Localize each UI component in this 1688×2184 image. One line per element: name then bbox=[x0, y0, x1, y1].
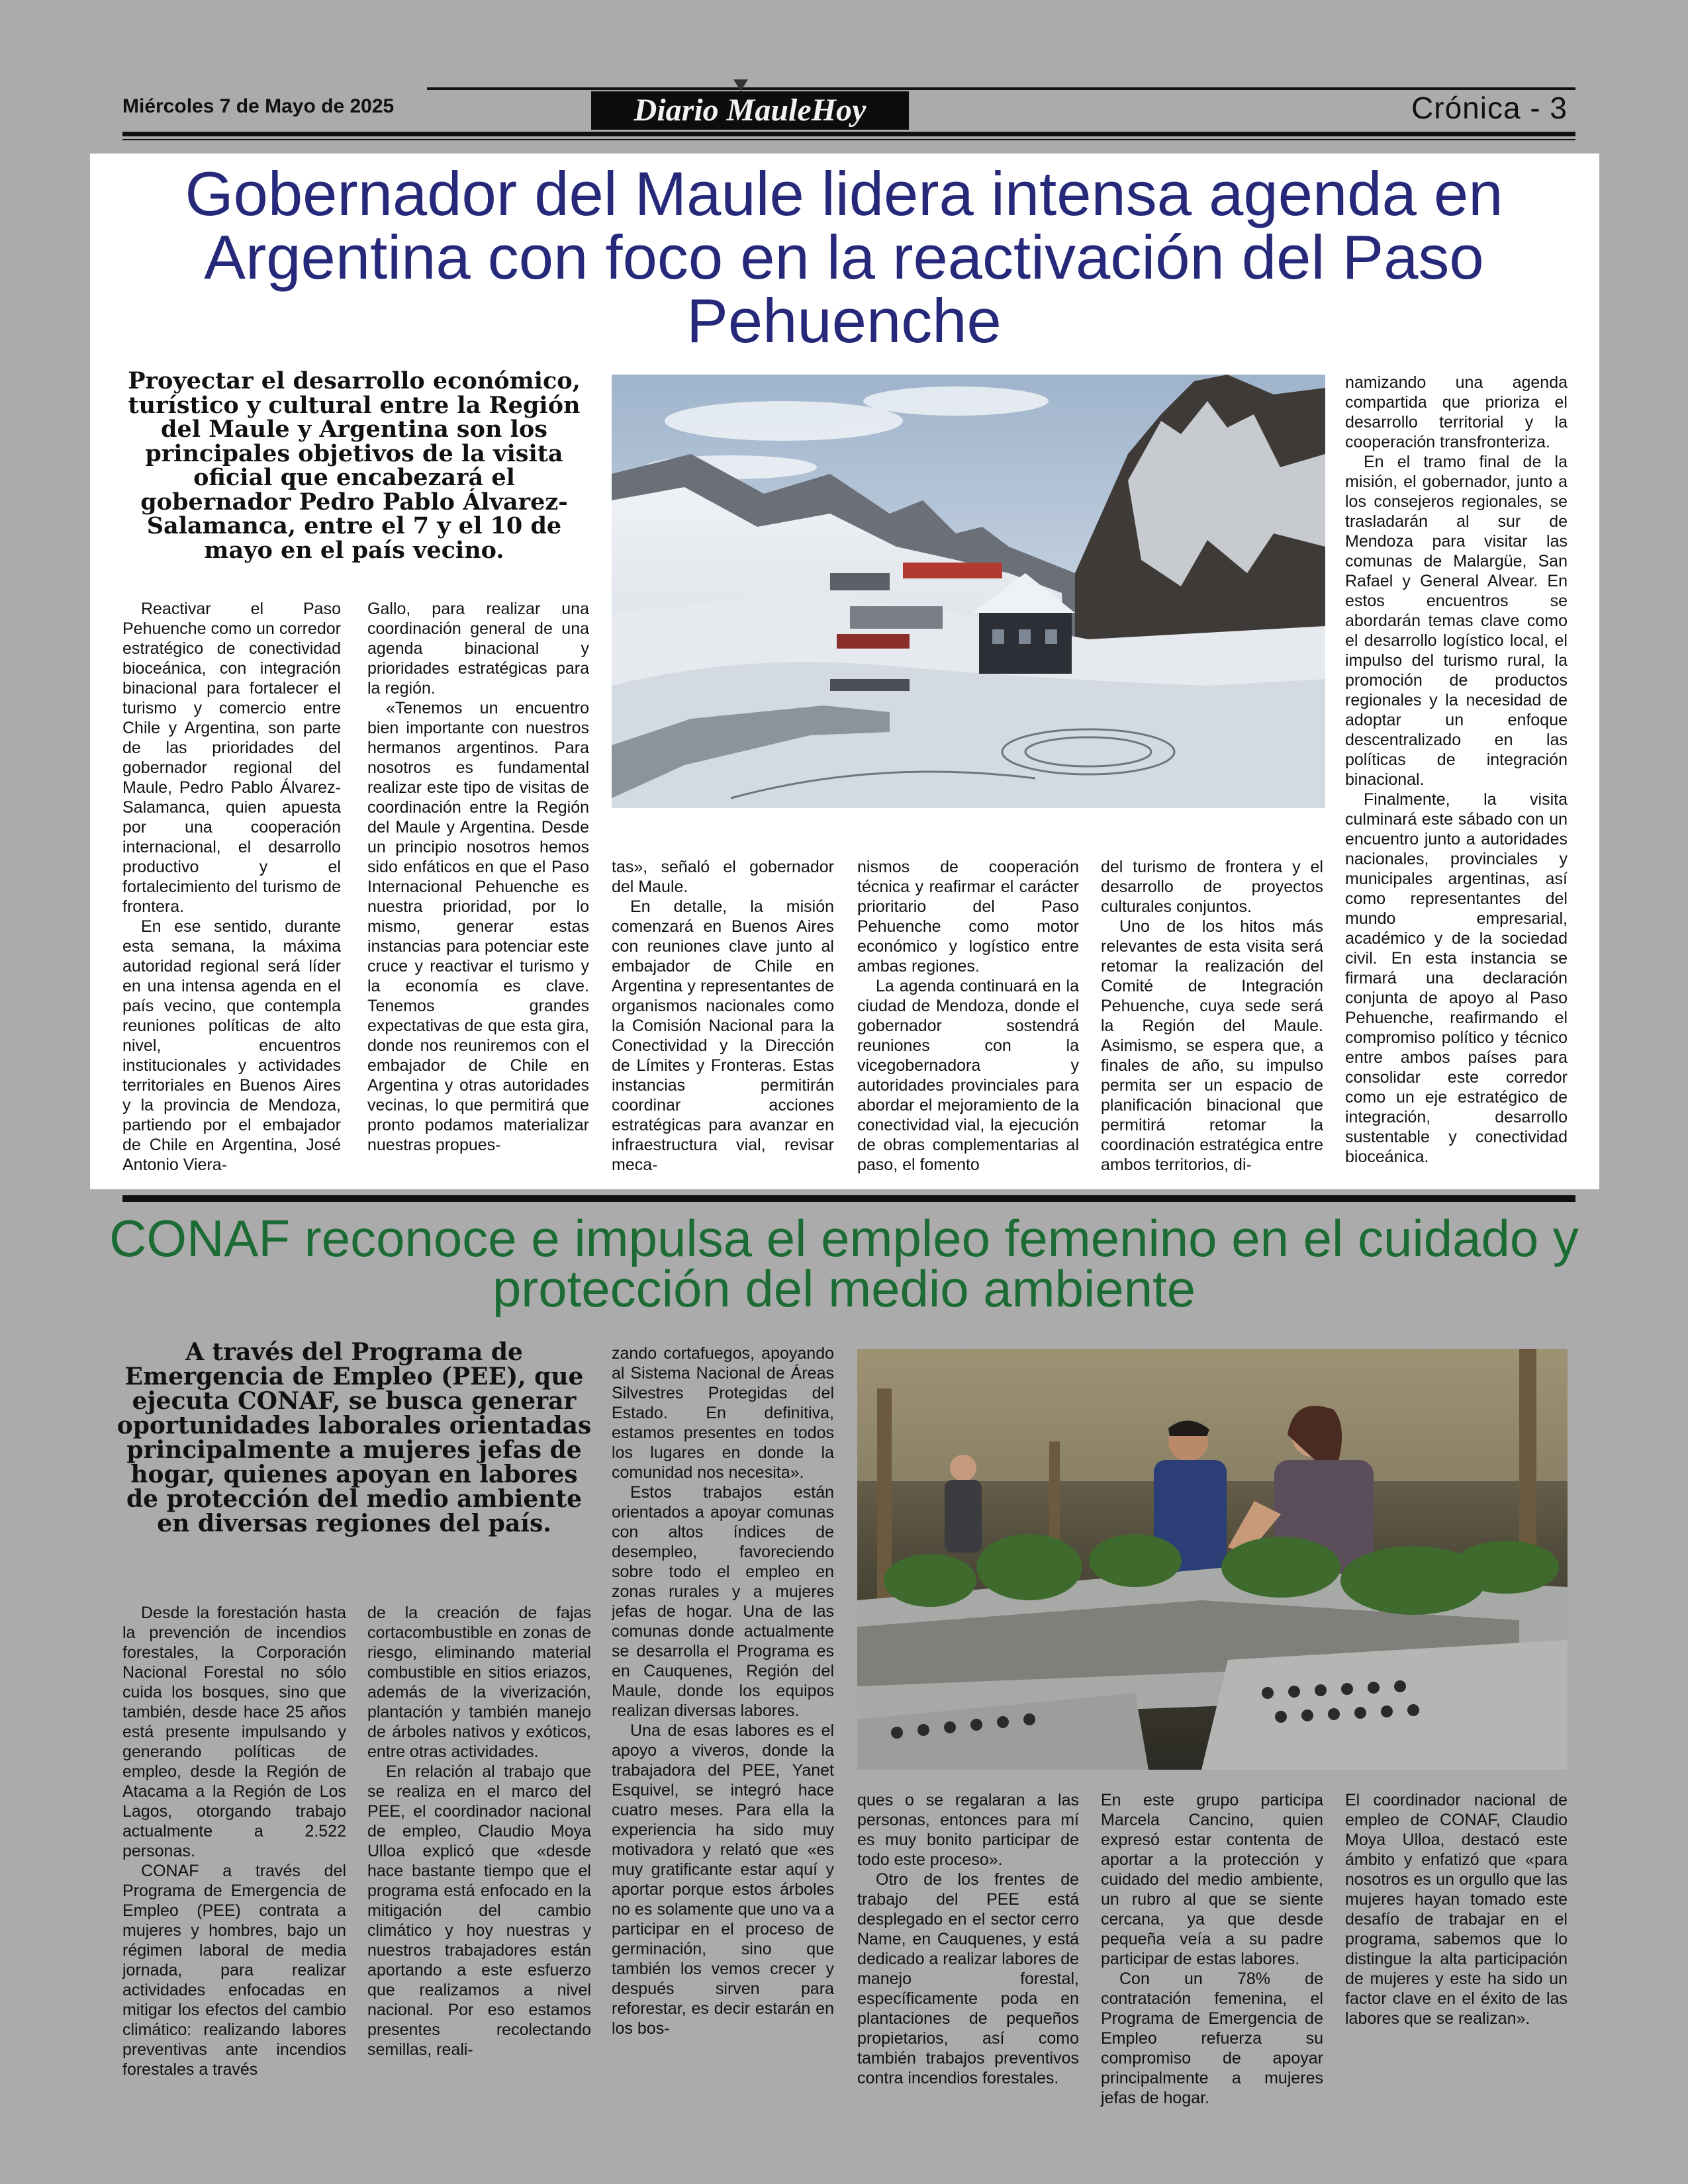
paragraph: En ese sentido, durante esta semana, la máxima autoridad regional será líder en una intensa agenda en el país vecino, que contempla reuniones políticas de alto nivel, encuentros institucionales y actividades territoriales en Buenos Aires y la provincia de Mendoza, partiendo por el embajador de Chile en Argentina, José Antonio Viera- bbox=[122, 917, 341, 1174]
article-1-column-2 bbox=[367, 599, 589, 1155]
paragraph: de la creación de fajas cortacombustible en zonas de riesgo, eliminando material combustible en sitios eriazos, además de la viverización, plantación y también manejo de árboles nativos y exóticos, entre otras actividades. bbox=[367, 1604, 591, 1761]
paragraph: CONAF a través del Programa de Emergencia de Empleo (PEE) contrata a mujeres y hombres, bajo un régimen laboral de media jornada, para realizar actividades enfocadas en mitigar los efectos del cambio climático: realizando labores preventivas ante incendios forestales a través bbox=[122, 1862, 346, 2079]
article-1-column-3 bbox=[612, 857, 834, 1175]
header-rule-bottom bbox=[122, 132, 1575, 136]
paragraph: En el tramo final de la misión, el gobernador, junto a los consejeros regionales, se trasladarán al sur de Mendoza para visitar las comunas de Malargüe, San Rafael y General Alvear. En estos encuentros se abordarán temas clave como el desarrollo logístico local, el impulso del turismo rural, la promoción de productos regionales y la necesidad de adoptar un enfoque descentralizado en las políticas de integración binacional. bbox=[1345, 453, 1568, 789]
paragraph: nismos de cooperación técnica y reafirmar el carácter prioritario del Paso Pehuenche como motor económico y logístico entre ambas regiones. bbox=[857, 858, 1079, 976]
paragraph: Desde la forestación hasta la prevención de incendios forestales, la Corporación Nacional Forestal no sólo cuida los bosques, sino que también, desde hace 25 años está presente impulsando y generando políticas de empleo, desde la Región de Atacama a la Región de Los Lagos, otorgando trabajo actualmente a 2.522 personas. bbox=[122, 1604, 346, 1860]
paragraph: namizando una agenda compartida que prioriza el desarrollo territorial y la cooperación transfronteriza. bbox=[1345, 373, 1568, 451]
article-1-column-5 bbox=[1101, 857, 1323, 1175]
article-1-lede: Proyectar el desarrollo económico, turístico y cultural entre la Región del Maule y Argentina son los principales objetivos de la visita oficial que encabezará el gobernador Pedro Pablo Álvarez-Salamanca, entre el 7 y el 10 de mayo en el país vecino. bbox=[128, 367, 581, 564]
article-1-column-6 bbox=[1345, 373, 1568, 1167]
mountain-pass-illustration bbox=[612, 375, 1325, 808]
paragraph: Otro de los frentes de trabajo del PEE está desplegado en el sector cerro Name, en Cauquenes, y está dedicado a realizar labores de manejo forestal, específicamente poda en plantaciones de pequeños propietarios, así como también trabajos preventivos contra incendios forestales. bbox=[857, 1870, 1079, 2087]
section-divider bbox=[122, 1195, 1575, 1202]
paragraph: del turismo de frontera y el desarrollo de proyectos culturales conjuntos. bbox=[1101, 858, 1323, 916]
article-2-column-3 bbox=[612, 1343, 834, 2038]
article-1-headline: Gobernador del Maule lidera intensa agenda en Argentina con foco en la reactivación del Paso Pehuenche bbox=[185, 159, 1503, 355]
section-label: Crónica - 3 bbox=[1411, 91, 1568, 125]
paragraph: ques o se regalaran a las personas, entonces para mí es muy bonito participar de todo este proceso». bbox=[857, 1791, 1079, 1869]
masthead: Diario MauleHoy bbox=[591, 91, 909, 130]
paragraph: Uno de los hitos más relevantes de esta visita será retomar la realización del Comité de Integración Pehuenche, cuya sede será la Región del Maule. Asimismo, se espera que, a finales de año, su impulso permita ser un espacio de planificación binacional que permitirá retomar la coordinación estratégica entre ambos territorios, di- bbox=[1101, 917, 1323, 1174]
article-1-column-1 bbox=[122, 599, 341, 1175]
article-2-column-5 bbox=[1101, 1790, 1323, 2108]
paragraph: Estos trabajos están orientados a apoyar comunas con altos índices de desempleo, favoreciendo sobre todo el empleo en zonas rurales y a mujeres jefas de hogar. Una de las comunas donde actualmente se desarrolla el Programa es en Cauquenes, Región del Maule, donde los equipos realizan diversas labores. bbox=[612, 1483, 834, 1720]
article-1-photo bbox=[612, 375, 1325, 808]
paragraph: Gallo, para realizar una coordinación general de una agenda binacional y prioridades estratégicas para la región. bbox=[367, 600, 589, 698]
paragraph: El coordinador nacional de empleo de CONAF, Claudio Moya Ulloa, destacó este ámbito y enfatizó que «para nosotros es un orgullo que las mujeres hayan tomado este desafío de trabajar en el programa, sabemos que lo distingue la alta participación de mujeres y este ha sido un factor clave en el éxito de las labores que se realizan». bbox=[1345, 1791, 1568, 2028]
paragraph: En este grupo participa Marcela Cancino, quien expresó estar contenta de aportar a la protección y cuidado del medio ambiente, un rubro al que se siente cercana, ya que desde pequeña veía a su padre participar de estas labores. bbox=[1101, 1791, 1323, 1968]
article-2-column-6 bbox=[1345, 1790, 1568, 2028]
article-1-column-4 bbox=[857, 857, 1079, 1175]
article-2-column-4 bbox=[857, 1790, 1079, 2088]
header-rule-bottom-thin bbox=[122, 139, 1575, 140]
paragraph: «Tenemos un encuentro bien importante con nuestros hermanos argentinos. Para nosotros es fundamental realizar este tipo de visitas de coordinación entre la Región del Maule y Argentina. Desde un principio nosotros hemos sido enfáticos en que el Paso Internacional Pehuenche es nuestra prioridad, por lo mismo, generar estas instancias para potenciar este cruce y reactivar el turismo y la economía es clave. Tenemos grandes expectativas de que esta gira, donde nos reuniremos con el embajador de Chile en Argentina y otras autoridades vecinas, lo que permitirá que pronto podamos materializar nuestras propues- bbox=[367, 699, 589, 1154]
paragraph: Una de esas labores es el apoyo a viveros, donde la trabajadora del PEE, Yanet Esquivel, se integró hace cuatro meses. Para ella la experiencia ha sido muy motivadora y relató que «es muy gratificante estar aquí y aportar porque estos árboles no es solamente que uno va a participar en el proceso de germinación, sino que también los vemos crecer y después sirven para reforestar, es decir estarán en los bos- bbox=[612, 1721, 834, 2038]
issue-date: Miércoles 7 de Mayo de 2025 bbox=[122, 95, 395, 117]
article-2-photo bbox=[857, 1349, 1568, 1770]
header-rule-top bbox=[427, 87, 1575, 90]
paragraph: En detalle, la misión comenzará en Buenos Aires con reuniones clave junto al embajador de Chile en Argentina y representantes de organismos nacionales como la Comisión Nacional para la Conectividad y la Dirección de Límites y Fronteras. Estas instancias permitirán coordinar acciones estratégicas para avanzar en infraestructura vial, revisar meca- bbox=[612, 897, 834, 1174]
article-2-column-2 bbox=[367, 1603, 591, 2060]
nursery-illustration bbox=[857, 1349, 1568, 1770]
article-2-column-1 bbox=[122, 1603, 346, 2079]
article-2-headline: CONAF reconoce e impulsa el empleo femenino en el cuidado y protección del medio ambiente bbox=[109, 1209, 1579, 1318]
paragraph: Finalmente, la visita culminará este sábado con un encuentro junto a autoridades nacionales, provinciales y municipales argentinas, así como representantes del mundo empresarial, académico y de la sociedad civil. En esta instancia se firmará una declaración conjunta de apoyo al Paso Pehuenche, reafirmando el compromiso político y técnico entre ambos países para consolidar este corredor como un eje estratégico de integración, desarrollo sustentable y conectividad bioceánica. bbox=[1345, 790, 1568, 1166]
paragraph: La agenda continuará en la ciudad de Mendoza, donde el gobernador sostendrá reuniones con la vicegobernadora y autoridades provinciales para abordar el mejoramiento de la conectividad vial, la ejecución de obras complementarias al paso, el fomento bbox=[857, 977, 1079, 1174]
article-2-lede: A través del Programa de Emergencia de Empleo (PEE), que ejecuta CONAF, se busca generar oportunidades laborales orientadas principalmente a mujeres jefas de hogar, quienes apoyan en labores de protección del medio ambiente en diversas regiones del país. bbox=[117, 1338, 592, 1537]
paragraph: Reactivar el Paso Pehuenche como un corredor estratégico de conectividad bioceánica, con integración binacional para fortalecer el turismo y comercio entre Chile y Argentina, son parte de las prioridades del gobernador regional del Maule, Pedro Pablo Álvarez-Salamanca, quien apuesta por una cooperación internacional, el desarrollo productivo y el fortalecimiento del turismo de frontera. bbox=[122, 600, 341, 916]
paragraph: zando cortafuegos, apoyando al Sistema Nacional de Áreas Silvestres Protegidas del Estado. En definitiva, estamos presentes en todos los lugares en donde la comunidad nos necesita». bbox=[612, 1344, 834, 1482]
paragraph: Con un 78% de contratación femenina, el Programa de Emergencia de Empleo refuerza su compromiso de apoyar principalmente a mujeres jefas de hogar. bbox=[1101, 1970, 1323, 2107]
paragraph: En relación al trabajo que se realiza en el marco del PEE, el coordinador nacional de empleo, Claudio Moya Ulloa explicó que «desde hace bastante tiempo que el programa está enfocado en la mitigación del cambio climático y hoy nuestras y nuestros trabajadores están aportando a este esfuerzo que realizamos a nivel nacional. Por eso estamos presentes recolectando semillas, reali- bbox=[367, 1762, 591, 2059]
paragraph: tas», señaló el gobernador del Maule. bbox=[612, 858, 834, 896]
